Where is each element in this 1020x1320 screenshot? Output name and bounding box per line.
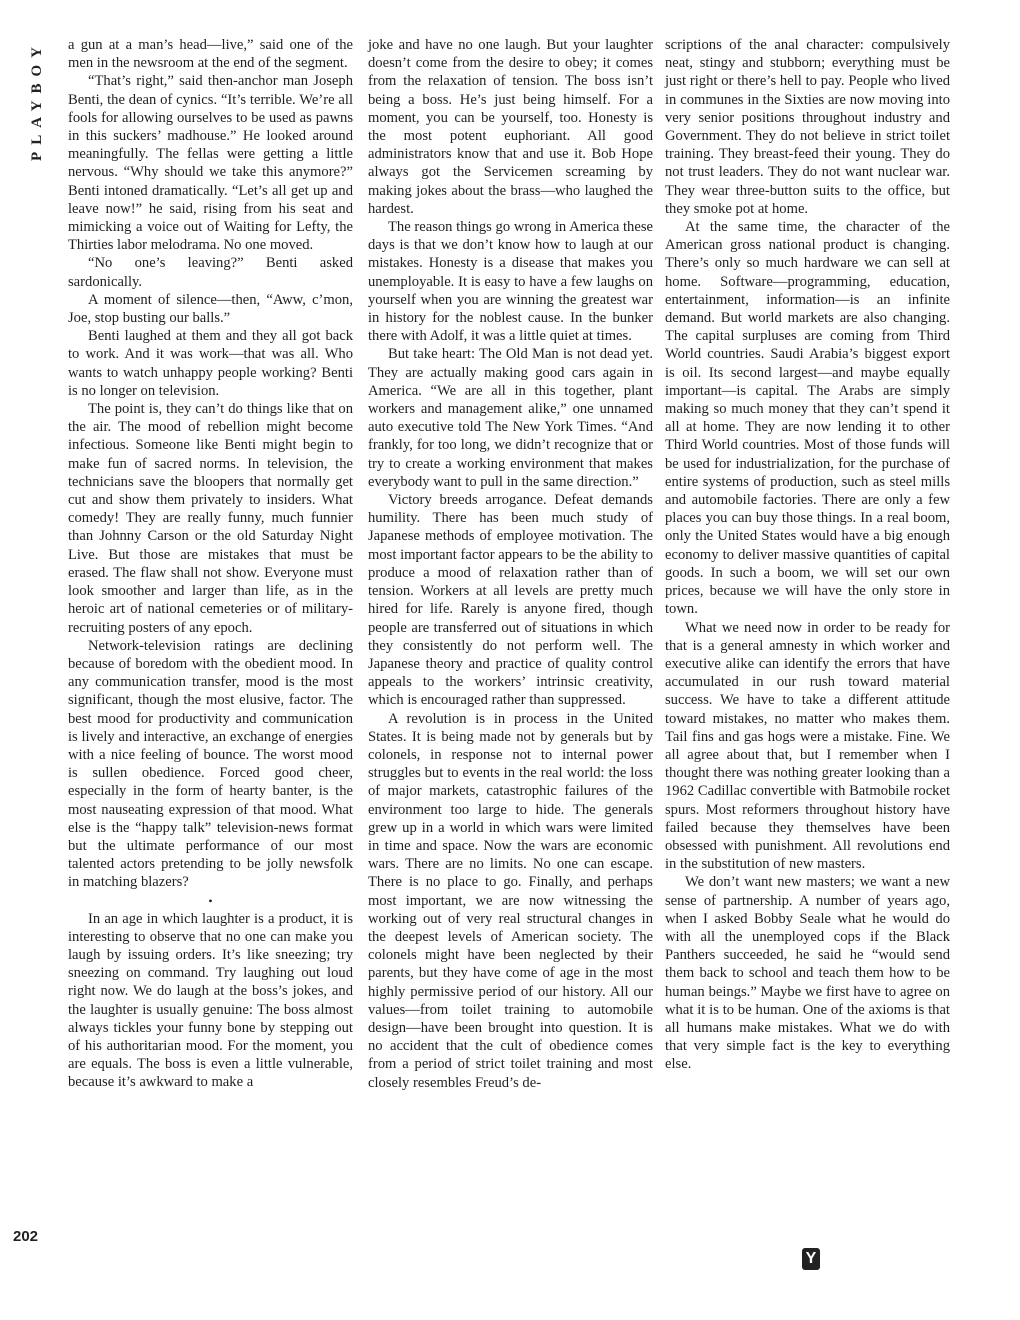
paragraph: “That’s right,” said then-anchor man Joseph Benti, the dean of cynics. “It’s terrible. We’re all fools for allowing ourselves to be used as pawns in this suckers’ madhouse.” He looked around meaningfully. The fellas were getting a little nervous. “Why should we take this anymore?” Benti intoned dramatically. “Let’s all get up and leave now!” he said, rising from his seat and mimicking a voice out of Waiting for Lefty, the Thirties labor melodrama. No one moved. [68,73,353,254]
paragraph: But take heart: The Old Man is not dead yet. They are actually making good cars again in America. “We are all in this together, plant workers and management alike,” one unnamed auto executive told The New York Times. “And frankly, for too long, we didn’t recognize that or try to create a working environment that makes everybody want to pull in the same direction.” [368,346,653,490]
text-column-1 [68,36,353,1092]
section-break: • [208,893,213,908]
paragraph: In an age in which laughter is a product, it is interesting to observe that no one can make you laugh by issuing orders. It’s like sneezing; try sneezing on command. Try laughing out loud right now. We do laugh at the boss’s jokes, and the laughter is usually genuine: The boss almost always tickles your funny bone by stepping out of his authoritarian mood. For the moment, you are equals. The boss is even a little vulnerable, because it’s awkward to make a [68,910,353,1091]
paragraph: scriptions of the anal character: compulsively neat, stingy and stubborn; everything must be just right or there’s hell to pay. People who lived in communes in the Sixties are now moving into very senior positions throughout industry and Government. They do not believe in strict toilet training. They breast-feed their young. They do not trust leaders. They do not want nuclear war. They wear three-button suits to the office, but they smoke pot at home. [665,37,950,217]
page-number: 202 [13,1228,39,1245]
running-head: PLAYBOY [29,40,45,161]
text-column-3 [665,36,950,1074]
paragraph: The point is, they can’t do things like that on the air. The mood of rebellion might become infectious. Someone like Benti might begin to make fun of sacred norms. In television, the technicians save the bloopers that normally get cut and show them privately to insiders. What comedy! They are really funny, much funnier than Johnny Carson or the old Saturday Night Live. But those are mistakes that must be erased. The flaw shall not show. Everyone must look smoother and larger than life, as in the heroic art of national cemeteries or of military-recruiting posters of any epoch. [68,401,353,636]
paragraph: A moment of silence—then, “Aww, c’mon, Joe, stop busting our balls.” [68,291,353,327]
paragraph: We don’t want new masters; we want a new sense of partnership. A number of years ago, when I asked Bobby Seale what he would do with all the unemployed cops if the Black Panthers succeeded, he said he “would send them back to school and teach them how to be human beings.” Maybe we first have to agree on what it is to be human. One of the axioms is that all humans make mistakes. What we do with that very simple fact is the key to everything else. [665,874,950,1073]
paragraph: The reason things go wrong in America these days is that we don’t know how to laugh at our mistakes. Honesty is a disease that makes you unemployable. It is easy to have a few laughs on yourself when you are winning the greatest war in history for the noblest cause. In the bunker there with Adolf, it was a little quiet at times. [368,219,653,345]
paragraph: A revolution is in process in the United States. It is being made not by generals but by colonels, in response not to internal power struggles but to events in the real world: the loss of major markets, catastrophic failures of the environment too large to hide. The generals grew up in a world in which wars were limited in time and space. Now the wars are economic wars. There are no limits. No one can escape. There is no place to go. Finally, and perhaps most important, we are now witnessing the working out of very real structural changes in the deepest levels of American society. The colonels might have been neglected by their parents, but they have come of age in the most highly permissive period of our history. All our values—from toilet training to automobile design—have been brought into question. It is no accident that the cult of obedience comes from a period of strict toilet training and most closely resembles Freud’s de- [368,710,653,1091]
paragraph: Benti laughed at them and they all got back to work. And it was work—that was all. Who wants to watch unhappy people working? Benti is no longer on television. [68,328,353,399]
paragraph: Victory breeds arrogance. Defeat demands humility. There has been much study of Japanese methods of employee motivation. The most important factor appears to be the ability to produce a mood of relaxation rather than of tension. Workers at all levels are pretty much hired for life. Rarely is anyone fired, though people are transferred out of situations in which they consistently do not perform well. The Japanese theory and practice of quality control appeals to the workers’ intrinsic creativity, which is encouraged rather than suppressed. [368,492,653,709]
paragraph: joke and have no one laugh. But your laughter doesn’t come from the desire to obey; it comes from the relaxation of tension. The boss isn’t being a boss. He’s just being himself. For a moment, you can be yourself, too. Honesty is the most potent euphoriant. All good administrators know that and use it. Bob Hope always got the Servicemen screaming by making jokes about the brass—who laughed the hardest. [368,37,653,217]
paragraph: “No one’s leaving?” Benti asked sardonically. [68,255,353,290]
paragraph: a gun at a man’s head—live,” said one of the men in the newsroom at the end of the segment. [68,37,353,72]
paragraph: What we need now in order to be ready for that is a general amnesty in which worker and executive alike can identify the errors that have accumulated in our rush toward material success. We have to take a different attitude toward mistakes, no matter who makes them. Tail fins and gas hogs were a mistake. Fine. We all agree about that, but I remember when I thought there was nothing greater looking than a 1962 Cadillac convertible with Batmobile rocket spurs. Most reformers throughout history have failed because they themselves have been obsessed with punishment. All revolutions end in the substitution of new masters. [665,619,950,873]
paragraph: At the same time, the character of the American gross national product is changing. There’s only so much hardware we can sell at home. Software—programming, education, entertainment, information—is an infinite demand. But world markets are also changing. The capital surpluses are coming from Third World countries. Saudi Arabia’s biggest export is oil. Its second largest—and maybe equally important—is capital. The Arabs are simply making so much money that they can’t spend it all at home. They are now lending it to other Third World countries. Most of those funds will be used for industrialization, for the purchase of entire systems of production, such as steel mills and automobile factories. There are only a few places you can buy those things. In a real boom, only the United States would have a big enough economy to deliver massive quantities of capital goods. In such a boom, we will set our own prices, because we will have the only store in town. [665,219,950,618]
paragraph: Network-television ratings are declining because of boredom with the obedient mood. In any communication transfer, mood is the most significant, though the most elusive, factor. The best mood for productivity and communication is lively and interactive, an exchange of energies with a nice feeling of bounce. The worst mood is sullen obedience. Forced good cheer, especially in the form of hearty banter, is the most nauseating expression of that mood. What else is the “happy talk” television-news format but the ultimate performance of our most talented actors pretending to be jolly newsfolk in matching blazers? [68,637,353,891]
text-column-2 [368,36,653,1092]
end-mark-icon: Y [802,1248,820,1270]
